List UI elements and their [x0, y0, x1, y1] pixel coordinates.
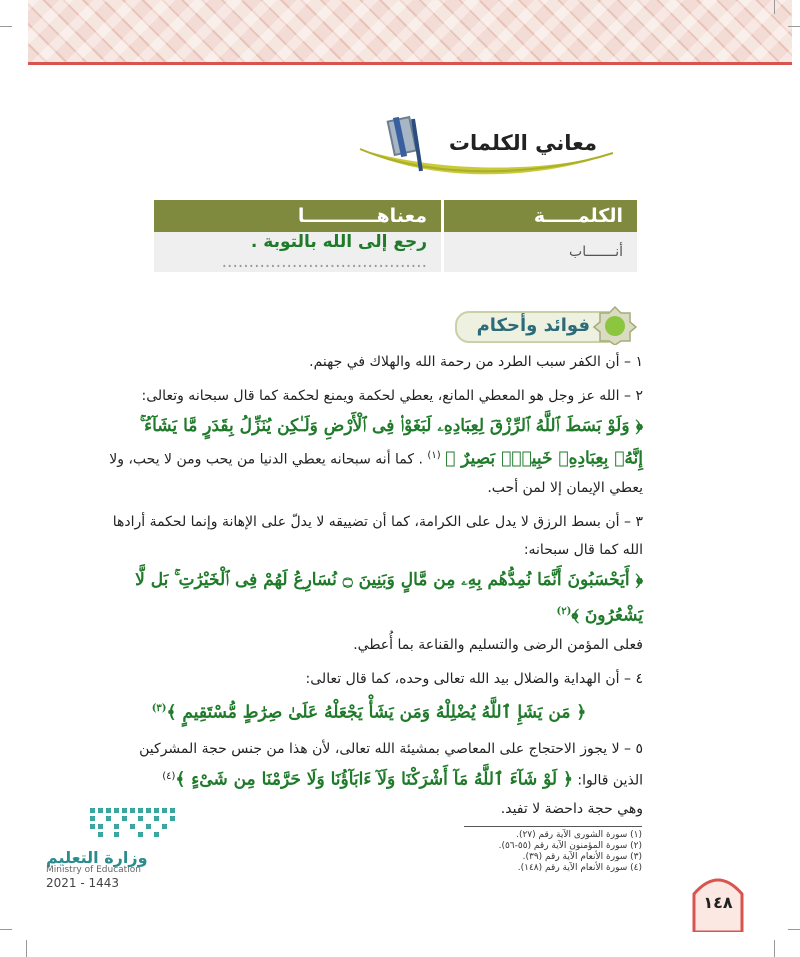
verse-shura-a: ﴿ وَلَوْ بَسَطَ ٱللَّهُ ٱلرِّزْقَ لِعِبَادِهِۦ لَبَغَوْا۟ فِى ٱلْأَرْضِ وَلَـٰكِن يُنَزِّلُ بِقَدَرٍ مَّا يَشَآءُ ۚ	[139, 416, 643, 436]
crop-mark-top-left	[0, 26, 12, 27]
point-5-prefix: الذين قالوا:	[577, 772, 643, 789]
footnote-2: (٢) سورة المؤمنون الآية رقم (٥٥-٥٦).	[498, 841, 642, 851]
verse-muminun-line	[95, 564, 643, 632]
header-word: الكلمـــــة	[443, 200, 638, 232]
word-meanings-title	[355, 105, 615, 195]
crop-mark-bottom-right-v	[774, 940, 775, 957]
verse-shura-b: إِنَّهُۥ بِعِبَادِهِۦ خَبِيرٌۢ بَصِيرٌ ﴾	[445, 448, 643, 469]
header-meaning: معناهـــــــــــا	[154, 200, 443, 232]
verse-anam-39: ﴿ مَن يَشَإِ ٱللَّهُ يُضْلِلْهُ وَمَن يَشَأْ يَجْعَلْهُ عَلَىٰ صِرَٰطٍ مُّسْتَقِيمٍ ﴾	[166, 702, 587, 723]
footnote-ref-2: (٢)	[556, 605, 572, 617]
footnote-4: (٤) سورة الأنعام الآية رقم (١٤٨).	[517, 863, 642, 873]
verse-anam-39-line	[95, 693, 643, 729]
vocabulary-table	[154, 200, 637, 272]
section-title: معاني الكلمات	[448, 131, 597, 155]
page-number: ١٤٨	[703, 893, 733, 912]
edition-year: 2021 - 1443	[46, 876, 120, 890]
point-5-intro: ٥ – لا يجوز الاحتجاج على المعاصي بمشيئة الله تعالى، لأن هذا من جنس حجة المشركين	[139, 740, 643, 757]
benefits-heading	[455, 305, 638, 345]
vocab-word: أنـــــــاب	[443, 232, 638, 272]
footnotes	[464, 826, 642, 874]
footnote-ref-3: (٣)	[151, 703, 167, 715]
crop-mark-bottom-left	[0, 929, 12, 930]
point-5-rest: وهي حجة داحضة لا تفيد.	[500, 800, 643, 817]
verse-muminun: ﴿ أَيَحْسَبُونَ أَنَّمَا نُمِدُّهُم بِهِۦ مِن مَّالٍ وَبَنِينَ ۝ نُسَارِعُ لَهُمْ فِى ٱلْخَيْرَٰتِ ۚ بَل لَّا يَشْعُرُونَ ﴾	[135, 569, 643, 626]
footnote-3: (٣) سورة الأنعام الآية رقم (٣٩).	[522, 852, 642, 862]
vocab-meaning	[154, 232, 443, 272]
crop-mark-top-right-v	[774, 0, 775, 14]
point-3-rest: فعلى المؤمن الرضى والتسليم والقناعة بما أُعطي.	[353, 637, 643, 654]
crop-mark-bottom-left-v	[26, 940, 27, 957]
footnote-ref-4: (٤)	[162, 770, 176, 782]
ministry-name-ar: وزارة التعليم	[46, 848, 148, 867]
point-2-rest: . كما أنه سبحانه يعطي الدنيا من يحب ومن لا يحب، ولا يعطي الإيمان إلا لمن أحب.	[109, 451, 643, 496]
footnote-1: (١) سورة الشورى الآية رقم (٢٧).	[516, 830, 642, 840]
dotted-fill: ......................................	[221, 252, 427, 272]
verse-anam-148: ﴿ لَوْ شَآءَ ٱللَّهُ مَآ أَشْرَكْنَا وَلَآ ءَابَآؤُنَا وَلَا حَرَّمْنَا مِن شَىْءٍ ﴾	[175, 769, 573, 790]
point-2	[95, 382, 643, 502]
benefits-title: فوائد وأحكام	[476, 315, 590, 336]
book-pen-icon	[383, 113, 431, 177]
point-3	[95, 508, 643, 660]
header-pattern-banner	[28, 0, 792, 62]
green-star-icon	[592, 305, 638, 345]
benefits-content	[95, 348, 643, 829]
point-4-intro: ٤ – أن الهداية والضلال بيد الله تعالى وحده، كما قال تعالى:	[305, 671, 643, 688]
ministry-name-en: Ministry of Education	[46, 865, 141, 875]
footnote-ref-1: (١)	[427, 450, 441, 461]
crop-mark-top-right	[788, 26, 800, 27]
point-3-intro: ٣ – أن بسط الرزق لا يدل على الكرامة، كما أن تضييقه لا يدلّ على الإهانة وإنما لحكمة أرادها الله كما قال سبحانه:	[112, 513, 643, 558]
vocabulary-header-row	[154, 200, 637, 232]
vocab-meaning-text: رجع إلى الله بالتوبة .	[250, 232, 427, 252]
point-2-intro: ٢ – الله عز وجل هو المعطي المانع، يعطي لحكمة ويمنع لحكمة كما قال سبحانه وتعالى:	[141, 388, 643, 404]
table-row	[154, 232, 637, 272]
point-1: ١ – أن الكفر سبب الطرد من رحمة الله والهلاك في جهنم.	[309, 354, 643, 370]
header-red-rule	[28, 62, 792, 65]
crop-mark-bottom-right	[788, 929, 800, 930]
point-4	[95, 665, 643, 729]
